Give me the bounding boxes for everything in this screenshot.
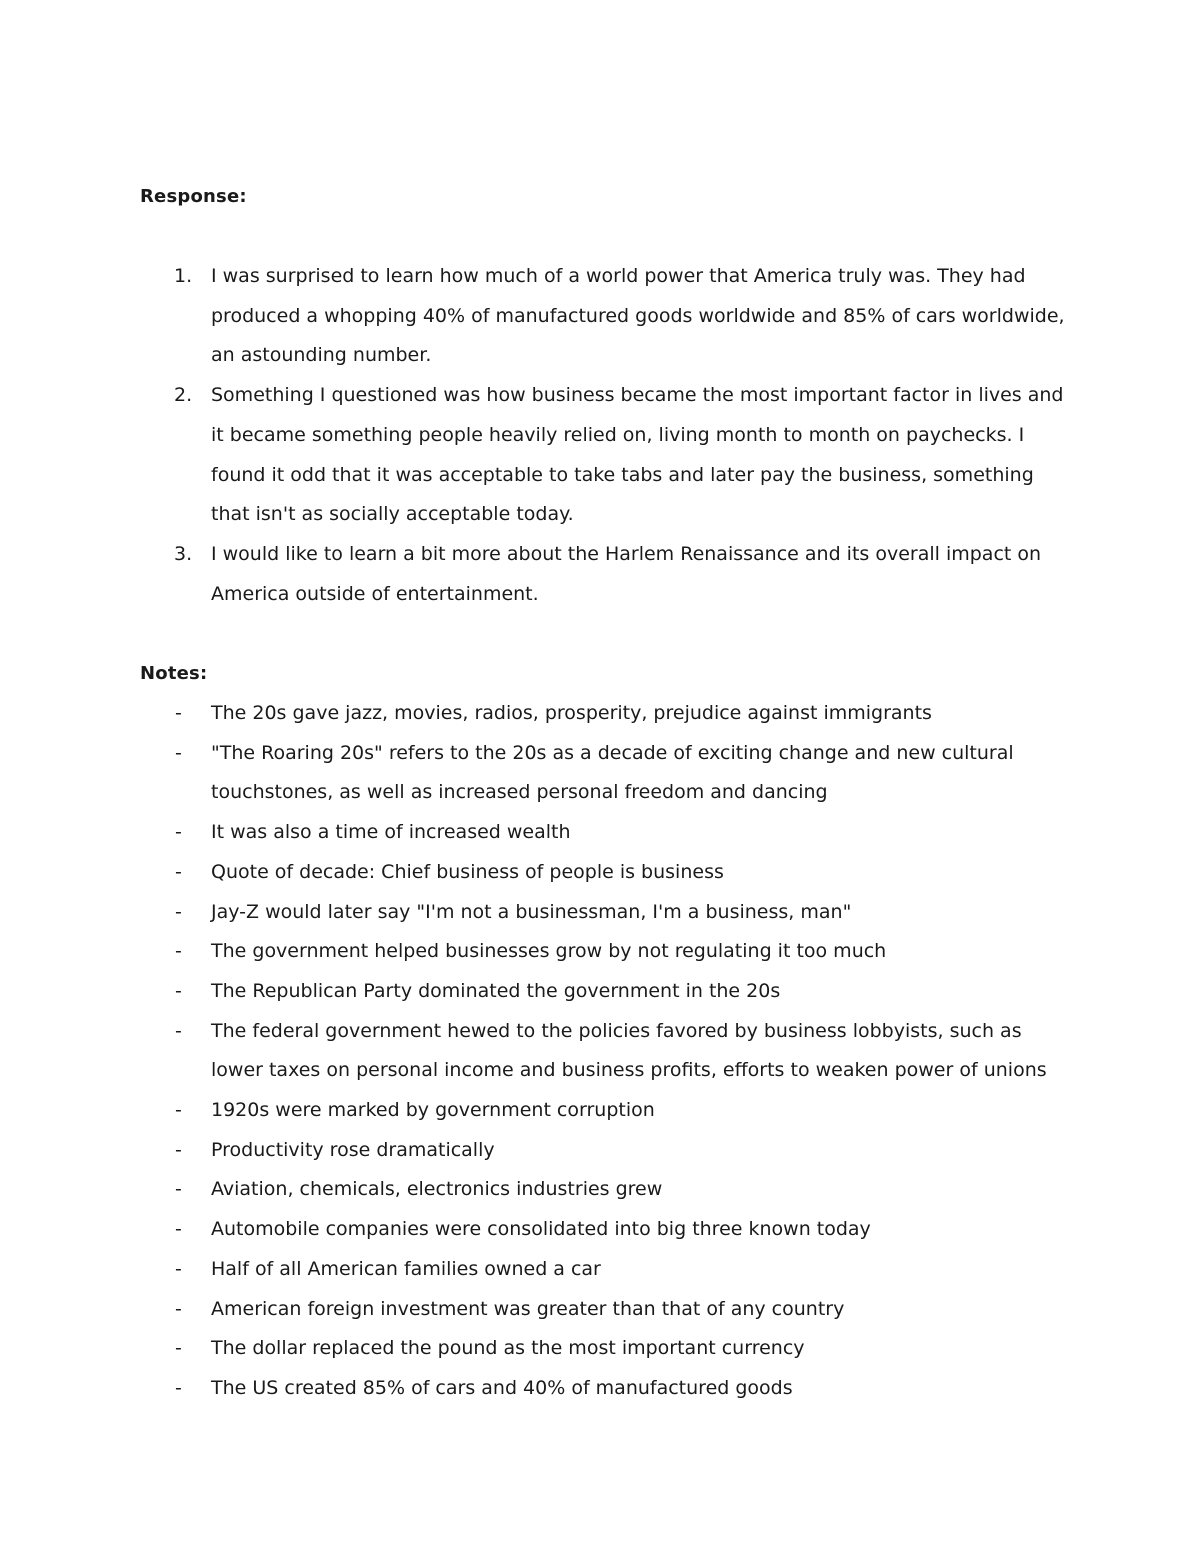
- response-item-text: Something I questioned was how business became the most important factor in lives and it became something people heavily relied on, living month to month on paychecks. I found it odd that it was acceptable to take tabs and later pay the business, something that isn't as socially acceptable today.: [211, 384, 1064, 526]
- note-text: Automobile companies were consolidated into big three known today: [211, 1218, 871, 1241]
- note-item: [0, 972, 1071, 1012]
- bullet-dash: -: [175, 1257, 182, 1280]
- note-item: [0, 1290, 1071, 1330]
- notes-list: [0, 694, 1200, 1409]
- note-item: [0, 1091, 1071, 1131]
- note-item: [0, 1210, 1071, 1250]
- bullet-dash: -: [175, 1099, 182, 1122]
- response-heading: Response:: [140, 186, 247, 207]
- list-number: 2.: [174, 384, 193, 407]
- note-text: The federal government hewed to the policies favored by business lobbyists, such as lower taxes on personal income and business profits, efforts to weaken power of unions: [211, 1019, 1047, 1082]
- response-item-text: I would like to learn a bit more about the Harlem Renaissance and its overall impact on America outside of entertainment.: [211, 542, 1042, 605]
- bullet-dash: -: [175, 860, 182, 883]
- note-text: "The Roaring 20s" refers to the 20s as a decade of exciting change and new cultural touchstones, as well as increased personal freedom and dancing: [211, 741, 1014, 804]
- bullet-dash: -: [175, 940, 182, 963]
- list-number: 3.: [174, 542, 193, 565]
- bullet-dash: -: [175, 900, 182, 923]
- response-item: [0, 535, 1071, 614]
- note-item: [0, 853, 1071, 893]
- note-text: The US created 85% of cars and 40% of manufactured goods: [211, 1376, 793, 1399]
- note-item: [0, 893, 1071, 933]
- bullet-dash: -: [175, 1337, 182, 1360]
- note-item: [0, 1131, 1071, 1171]
- note-item: [0, 1369, 1071, 1409]
- bullet-dash: -: [175, 702, 182, 724]
- note-item: [0, 932, 1071, 972]
- note-text: The dollar replaced the pound as the most important currency: [211, 1337, 805, 1360]
- note-item: [0, 1329, 1071, 1369]
- note-text: American foreign investment was greater than that of any country: [211, 1297, 845, 1320]
- response-item: [0, 376, 1071, 535]
- note-item: [0, 1250, 1071, 1290]
- note-text: Aviation, chemicals, electronics industries grew: [211, 1178, 663, 1201]
- note-item: [0, 1012, 1071, 1091]
- bullet-dash: -: [175, 979, 182, 1002]
- note-item: [0, 694, 1071, 734]
- notes-heading: Notes:: [140, 663, 208, 684]
- note-text: The 20s gave jazz, movies, radios, prosperity, prejudice against immigrants: [211, 702, 932, 724]
- note-text: Jay-Z would later say "I'm not a businessman, I'm a business, man": [211, 900, 852, 923]
- note-text: Quote of decade: Chief business of people is business: [211, 860, 724, 883]
- bullet-dash: -: [175, 1138, 182, 1161]
- note-item: [0, 813, 1071, 853]
- note-item: [0, 734, 1071, 813]
- bullet-dash: -: [175, 1376, 182, 1399]
- note-text: Half of all American families owned a car: [211, 1257, 601, 1280]
- bullet-dash: -: [175, 821, 182, 844]
- response-item: [0, 257, 1071, 376]
- list-number: 1.: [174, 265, 193, 287]
- note-text: The Republican Party dominated the government in the 20s: [211, 979, 781, 1002]
- bullet-dash: -: [175, 1178, 182, 1201]
- note-text: It was also a time of increased wealth: [211, 821, 571, 844]
- bullet-dash: -: [175, 1297, 182, 1320]
- bullet-dash: -: [175, 1019, 182, 1042]
- note-item: [0, 1170, 1071, 1210]
- response-list: [0, 257, 1200, 614]
- note-text: Productivity rose dramatically: [211, 1138, 495, 1161]
- response-item-text: I was surprised to learn how much of a world power that America truly was. They had produced a whopping 40% of manufactured goods worldwide and 85% of cars worldwide, an astounding number.: [211, 265, 1065, 367]
- bullet-dash: -: [175, 741, 182, 764]
- note-text: The government helped businesses grow by not regulating it too much: [211, 940, 887, 963]
- note-text: 1920s were marked by government corruption: [211, 1099, 655, 1122]
- bullet-dash: -: [175, 1218, 182, 1241]
